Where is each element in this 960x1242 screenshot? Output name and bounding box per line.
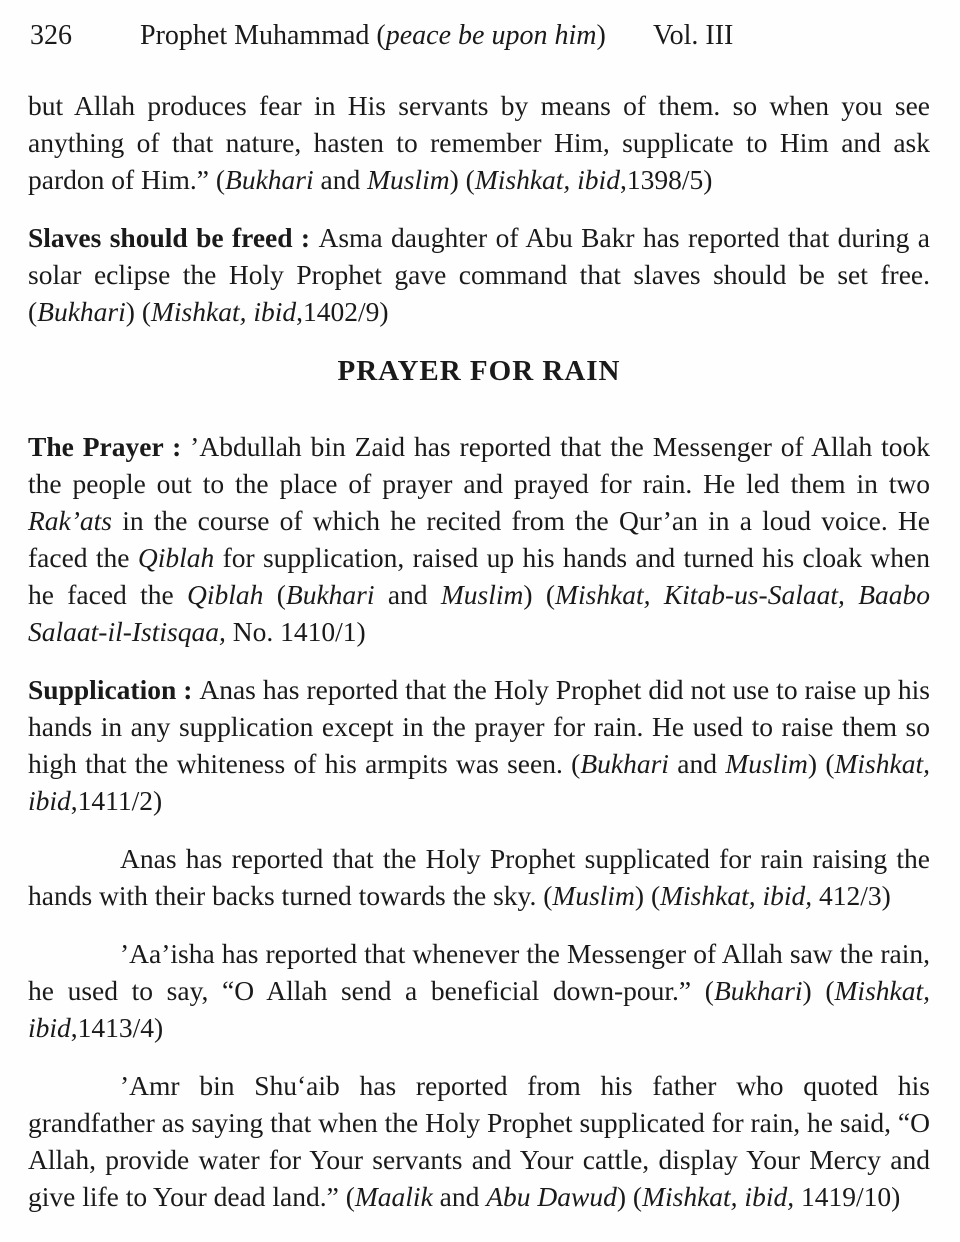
text-run: 1419/10)	[794, 1181, 901, 1212]
text-run: 412/3)	[812, 880, 891, 911]
text-run: and	[668, 748, 726, 779]
text-run: Mishkat, ibid	[28, 975, 930, 1043]
text-run: Mishkat, ibid	[474, 164, 620, 195]
text-run: Bukhari	[37, 296, 126, 327]
text-run: ,1402/9)	[296, 296, 389, 327]
text-run: Muslim	[367, 164, 450, 195]
paragraph	[28, 840, 930, 914]
paragraph	[28, 671, 930, 819]
text-run: Mishkat, ibid	[28, 748, 930, 816]
text-run: Slaves should be freed :	[28, 222, 319, 253]
text-run: ’Abdullah bin Zaid has reported that the Messenger of Allah took the people out to the place of prayer and prayed for rain. He led them in two	[28, 431, 930, 499]
paragraph	[28, 428, 930, 650]
text-run: ) (	[634, 880, 661, 911]
text-run: but Allah produces fear in His servants by means of them. so when you see anything of that nature, hasten to remember Him, supplicate to Him and ask pardon of Him.” (	[28, 90, 930, 195]
text-run: Abu Dawud	[486, 1181, 617, 1212]
text-run: Muslim	[552, 880, 635, 911]
text-run: ,1411/2)	[70, 785, 163, 816]
text-run: and	[374, 579, 441, 610]
text-run: ) (	[449, 164, 475, 195]
page-header	[0, 0, 960, 60]
text-run: Mishkat, ibid,	[642, 1181, 795, 1212]
text-run: Mishkat, Kitab-us-Salaat, Baabo Salaat-il-Istisqaa,	[28, 579, 930, 647]
text-run: Anas has reported that the Holy Prophet supplicated for rain raising the hands with their backs turned towards the sky. (	[28, 843, 930, 911]
text-run: Asma daughter of Abu Bakr has reported that during a solar eclipse the Holy Prophet gave command that slaves should be set free. (	[28, 222, 930, 327]
text-run: peace be upon him	[385, 20, 597, 51]
paragraph	[28, 219, 930, 330]
text-run: ) (	[807, 748, 835, 779]
paragraph	[28, 935, 930, 1046]
paragraph	[28, 87, 930, 198]
text-run: ,1398/5)	[619, 164, 713, 195]
text-run: for supplication, raised up his hands and turned his cloak when he faced the	[28, 542, 930, 610]
text-run: (	[263, 579, 286, 610]
text-run: and	[432, 1181, 487, 1212]
text-run: Supplication :	[28, 674, 200, 705]
text-run: ) (	[802, 975, 835, 1006]
text-run: Muslim	[725, 748, 808, 779]
text-run: ,1413/4)	[70, 1012, 164, 1043]
text-run: ’Amr bin Shu‘aib has reported from his father who quoted his grandfather as saying that when the Holy Prophet supplicated for rain, he said, “O Allah, provide water for Your servants and Your cattle, display Your Mercy and give life to Your dead land.” (	[28, 1070, 930, 1212]
text-run: Bukhari	[225, 164, 314, 195]
book-title	[140, 20, 606, 52]
text-run: ’Aa’isha has reported that whenever the Messenger of Allah saw the rain, he used to say, “O Allah send a beneficial down-pour.” (	[28, 938, 930, 1006]
text-run: The Prayer :	[28, 431, 191, 462]
text-run: Mishkat, ibid	[150, 296, 297, 327]
text-run: Bukhari	[285, 579, 375, 610]
text-run: ) (	[616, 1181, 643, 1212]
text-run: No. 1410/1)	[225, 616, 366, 647]
text-run: )	[596, 20, 606, 51]
text-run: Bukhari	[580, 748, 669, 779]
section-heading: PRAYER FOR RAIN	[337, 355, 621, 387]
text-run: ) (	[523, 579, 556, 610]
page-body	[0, 60, 960, 1215]
paragraph	[28, 1067, 930, 1215]
text-run: Muslim	[440, 579, 524, 610]
text-run: Anas has reported that the Holy Prophet did not use to raise up his hands in any supplication except in the prayer for rain. He used to raise them so high that the whiteness of his armpits was seen. (	[28, 674, 930, 779]
volume-label: Vol. III	[653, 20, 734, 51]
text-run: Qiblah	[137, 542, 215, 573]
text-run: and	[313, 164, 368, 195]
page-number: 326	[30, 20, 72, 51]
text-run: Maalik	[354, 1181, 433, 1212]
text-run: Mishkat, ibid,	[660, 880, 813, 911]
text-run: in the course of which he recited from the Qur’an in a loud voice. He faced the	[28, 505, 930, 573]
text-run: Prophet Muhammad (	[140, 20, 386, 51]
text-run: ) (	[125, 296, 151, 327]
text-run: Bukhari	[713, 975, 803, 1006]
text-run: Rak’ats	[28, 505, 113, 536]
text-run: Qiblah	[187, 579, 264, 610]
